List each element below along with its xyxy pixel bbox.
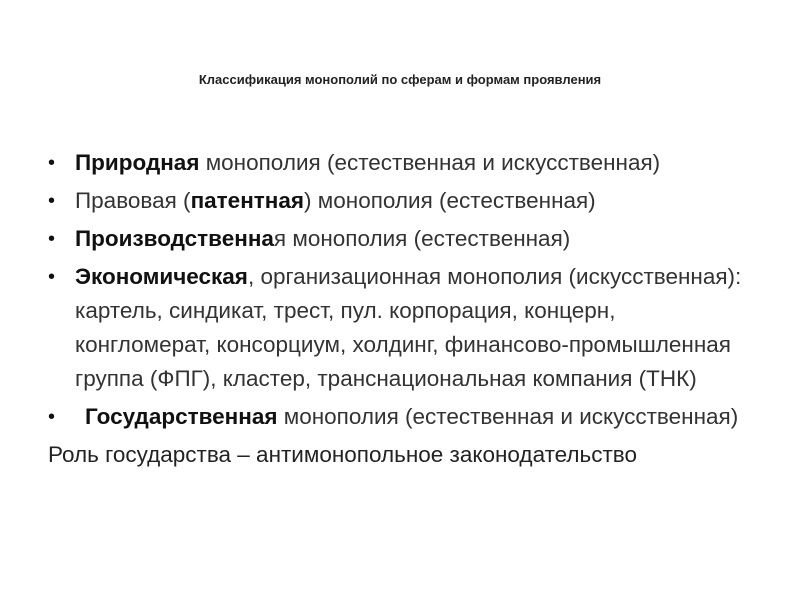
item-text: , организационная монополия (искусственная): картель, синдикат, трест, пул. корпорация, концерн, конгломерат, консорциум, холдинг, финансово-промышленная группа (ФПГ), кластер, транснациональная компания (ТНК) xyxy=(75,264,742,391)
item-bold-text: Природная xyxy=(75,150,200,175)
item-bold-text: Производственна xyxy=(75,226,274,251)
item-bold-text: Государственная xyxy=(85,404,278,429)
footer-line: Роль государства – антимонопольное законодательство xyxy=(48,442,638,467)
item-pre-text: Правовая ( xyxy=(75,188,191,213)
item-text: монополия (естественная и искусственная) xyxy=(199,150,661,175)
list-item-production xyxy=(48,222,748,256)
list-item-economic xyxy=(48,260,748,396)
bullet-icon: • xyxy=(48,266,56,288)
list-item-natural xyxy=(48,146,748,180)
item-text: монополия (естественная и искусственная) xyxy=(277,404,739,429)
slide-content xyxy=(48,146,748,472)
bullet-list xyxy=(48,146,748,434)
item-bold-text: патентная xyxy=(190,188,305,213)
list-item-state xyxy=(48,400,748,434)
item-text: я монополия (естественная) xyxy=(273,226,571,251)
bullet-icon: • xyxy=(48,190,56,212)
item-bold-text: Экономическая xyxy=(75,264,248,289)
slide-title: Классификация монополий по сферам и формам проявления xyxy=(198,72,602,87)
bullet-icon: • xyxy=(48,406,56,428)
item-text: ) монополия (естественная) xyxy=(304,188,596,213)
bullet-icon: • xyxy=(48,228,56,250)
list-item-legal xyxy=(48,184,748,218)
bullet-icon: • xyxy=(48,152,56,174)
